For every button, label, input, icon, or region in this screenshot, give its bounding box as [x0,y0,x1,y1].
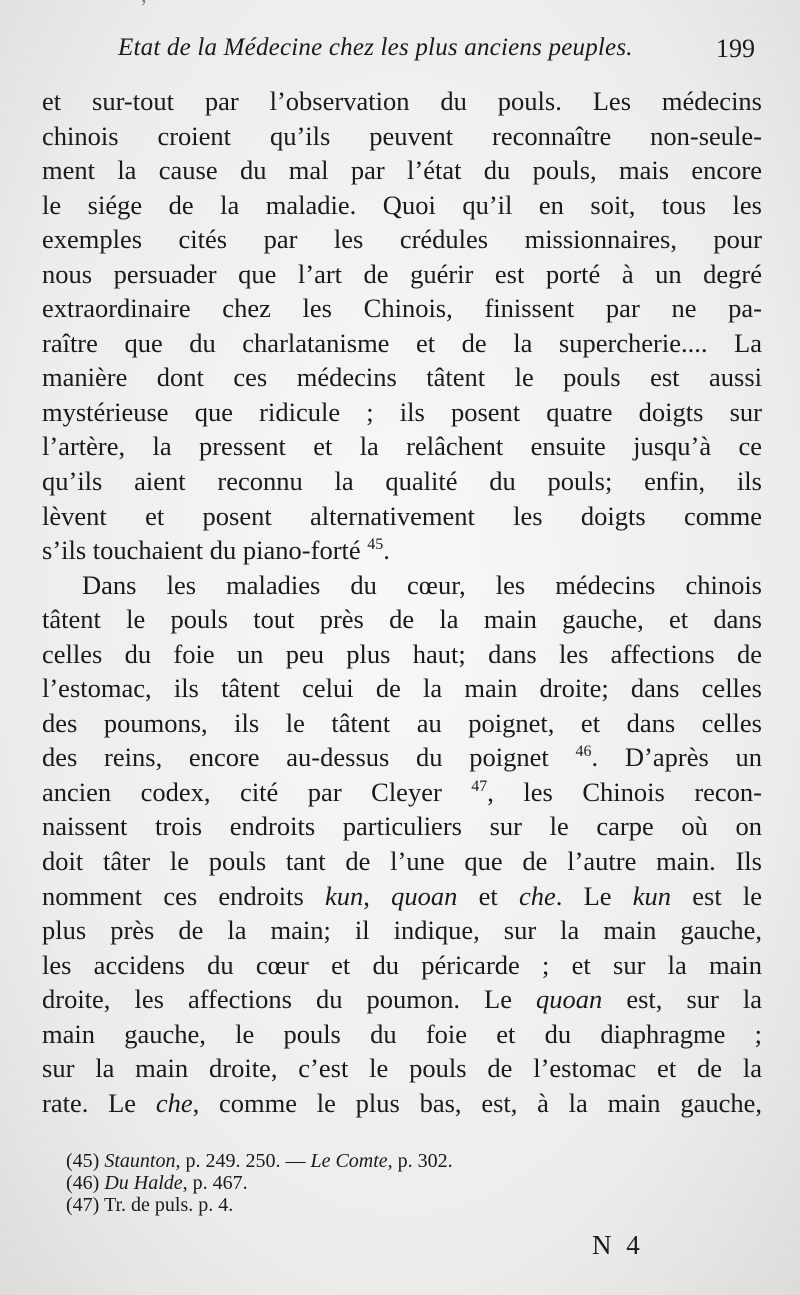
text-line: raître que du charlatanisme et de la supercherie.... La [42,327,762,358]
text-segment: rate. Le [42,1087,156,1118]
text-line: exemples cités par les crédules missionnaires, pour [42,224,762,255]
text-segment: droite, les affections du poumon. Le [42,984,537,1015]
page-number: 199 [716,34,755,63]
text-line: doit tâter le pouls tant de l’une que de l’autre main. Ils [42,846,762,877]
text-line: chinois croient qu’ils peuvent reconnaître non-seule- [42,120,762,151]
text-segment: . Le [555,880,633,911]
text-line: naissent trois endroits particuliers sur le carpe où on [42,811,762,842]
text-line: ment la cause du mal par l’état du pouls, mais encore [42,155,762,186]
text-line: les accidens du cœur et du péricarde ; et sur la main [42,949,762,980]
term-kun: kun [324,880,364,911]
text-segment: . D’après un [591,742,763,773]
footnote-ref-47: 47 [471,777,488,795]
footnote-47 [66,1194,666,1216]
text-line: mystérieuse que ridicule ; ils posent quatre doigts sur [42,396,762,427]
running-title: Etat de la Médecine chez les plus anciens peuples. [118,34,633,61]
text-segment: , comme le plus bas, est, à la main gauche, [192,1087,762,1118]
text-line [42,982,762,1017]
text-line: le siége de la maladie. Quoi qu’il en soit, tous les [42,189,762,220]
footnote-author: Du Halde [104,1172,183,1194]
text-line: lèvent et posent alternativement les doigts comme [42,500,762,531]
text-line: manière dont ces médecins tâtent le pouls est aussi [42,362,762,393]
footnotes [66,1150,666,1216]
footnote-text: Tr. de puls. p. 4. [103,1194,234,1216]
text-segment: . [383,535,390,566]
text-line: Dans les maladies du cœur, les médecins chinois [82,569,762,600]
text-line: l’estomac, ils tâtent celui de la main droite; dans celles [42,673,762,704]
text-line: plus près de la main; il indique, sur la main gauche, [42,915,762,946]
term-kun: kun [632,880,672,911]
term-quoan: quoan [536,984,603,1015]
text-line [42,1086,762,1121]
footnote-text: , p. 467. [182,1172,248,1194]
text-segment: est le [671,880,763,911]
footnote-text: , p. 302. [387,1150,453,1172]
text-segment: , [363,880,392,911]
text-segment: des reins, encore au-dessus du poignet [42,742,549,773]
footnote-number: (45) [66,1150,100,1172]
text-line: extraordinaire chez les Chinois, finissent par ne pa- [42,293,762,324]
text-segment: et [457,880,519,911]
text-line: qu’ils aient reconnu la qualité du pouls; enfin, ils [42,466,762,497]
text-line: tâtent le pouls tout près de la main gauche, et dans [42,604,762,635]
text-segment: s’ils touchaient du piano-forté [42,535,361,566]
text-line: et sur-tout par l’observation du pouls. Les médecins [42,86,762,116]
footnote-author: Staunton [104,1150,176,1172]
footnote-author: Le Comte [310,1150,388,1172]
text-segment: , les Chinois recon- [487,776,763,807]
term-quoan: quoan [391,880,458,911]
text-line: nous persuader que l’art de guérir est porté à un degré [42,258,762,289]
text-line [42,879,762,914]
footnote-ref-46: 46 [575,743,592,761]
text-line [42,533,762,568]
footnote-number: (47) [66,1194,100,1216]
text-segment: est, sur la [602,984,762,1015]
footnote-46 [66,1172,666,1194]
text-line [42,740,762,775]
footnote-number: (46) [66,1172,100,1194]
margin-mark: ’ [140,0,148,19]
footnote-ref-45: 45 [367,536,384,554]
text-line: celles du foie un peu plus haut; dans les affections de [42,638,762,669]
signature-mark: N 4 [592,1230,644,1260]
term-che: che [155,1087,193,1118]
text-line [42,775,762,810]
text-line: sur la main droite, c’est le pouls de l’estomac et de la [42,1053,762,1084]
text-line: des poumons, ils le tâtent au poignet, et dans celles [42,707,762,738]
text-line: l’artère, la pressent et la relâchent ensuite jusqu’à ce [42,431,762,462]
text-segment: ancien codex, cité par Cleyer [42,776,442,807]
footnote-text: , p. 249. 250. — [175,1150,311,1172]
main-text [42,84,762,1120]
footnote-45 [66,1150,666,1172]
text-segment: nomment ces endroits [42,880,325,911]
text-line: main gauche, le pouls du foie et du diaphragme ; [42,1018,762,1049]
term-che: che [518,880,556,911]
